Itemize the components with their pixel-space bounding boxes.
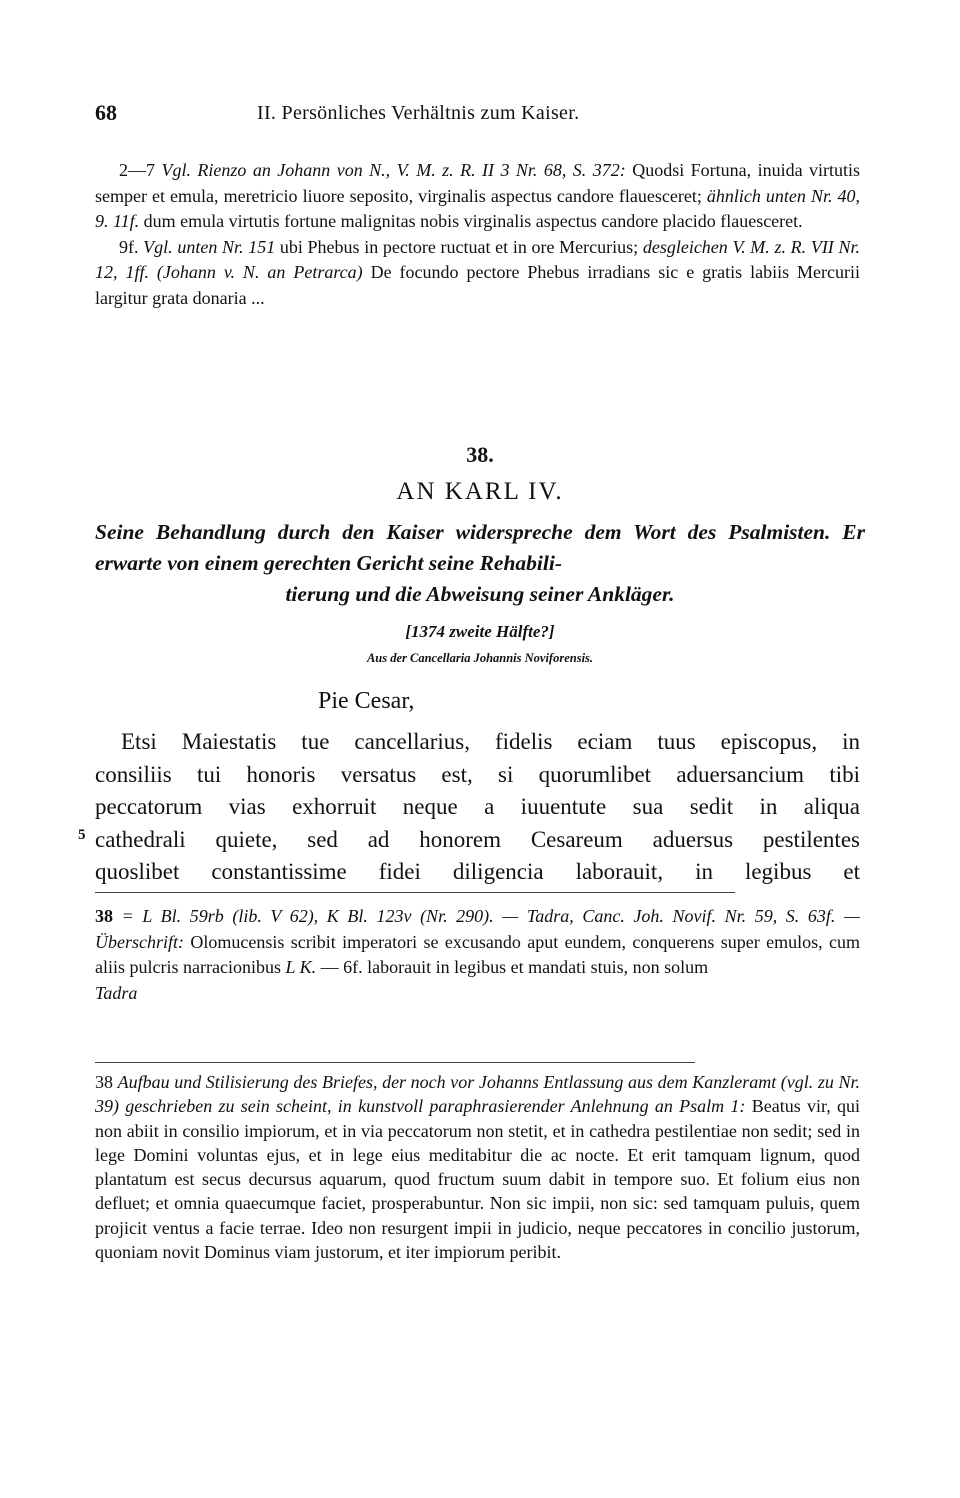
commentary-entry: [95, 1070, 860, 1264]
body-line: Etsi Maiestatis tue cancellarius, fidelis eciam tuus episcopus, in: [121, 729, 860, 754]
letter-date: [1374 zweite Hälfte?]: [405, 622, 555, 641]
note-citation: Vgl. Rienzo an Johann von N., V. M. z. R. II 3 Nr. 68, S. 372:: [161, 160, 626, 180]
note-citation: ähnlich unten Nr. 40, 9. 11f.: [95, 185, 860, 232]
summary-text: Seine Behandlung durch den Kaiser widerspreche dem Wort des Psalmisten. Er erwarte von einem gerechten Gericht seine Rehabili-: [95, 520, 865, 575]
line-number-marker: 5: [78, 827, 86, 843]
apparatus-ref: 38: [95, 906, 113, 926]
top-footnotes: [95, 158, 860, 312]
page-number: 68: [95, 100, 117, 125]
note-quote: Quodsi Fortuna, inuida virtutis semper et emula, meretricio liuore seposito, virginalis aspectus candore flauesceret;: [95, 160, 861, 206]
note-citation: desgleichen V. M. z. R. VII Nr. 12, 1ff. (Johann v. N. an Petrarca): [95, 236, 860, 283]
note-citation: Vgl. unten Nr. 151: [143, 236, 276, 257]
letter-body: [95, 726, 860, 889]
note-quote: dum emula virtutis fortune malignitas nobis virginalis aspectus candore placido flauesceret.: [143, 211, 803, 232]
commentary-quote: Beatus vir, qui non abiit in consilio impiorum, et in via peccatorum non stetit, et in cathedra pestilentiae non sedit; sed in lege Domini voluntas ejus, et in lege eius meditabitur die ac nocte. Et erit tamquam lignum, quod plantatum est secus decursus aquarum, quod fructum suum dabit in tempore suo. Et folium eius non defluet; et omnia quaecumque faciet, prosperabuntur. Non sic impii, non sic: sed tamquam puluis, quem projicit ventus a facie terrae. Ideo non resurgent impii in judicio, neque peccatores in concilio justorum, quoniam novit Dominus viam justorum, et iter impiorum peribit.: [95, 1096, 861, 1263]
note-ref: 9f.: [119, 236, 139, 257]
apparatus-divider: [95, 892, 735, 893]
note-quote: De focundo pectore Phebus irradians sic e gratis labiis Mercurii largitur grata donaria ...: [95, 262, 861, 308]
apparatus-sigla: Tadra: [95, 983, 138, 1004]
body-line: consiliis tui honoris versatus est, si quorumlibet aduersancium tibi: [95, 761, 860, 787]
body-line: quoslibet constantissime fidei diligencia laborauit, in legibus et: [95, 859, 860, 885]
letter-source: Aus der Cancellaria Johannis Noviforensis.: [366, 651, 594, 665]
note-quote: ubi Phebus in pectore ructuat et in ore Mercurius;: [279, 236, 639, 257]
body-line: peccatorum vias exhorruit neque a iuuentute sua sedit in aliqua: [95, 794, 860, 820]
critical-apparatus: [95, 904, 860, 1007]
apparatus-text: — 6f. laborauit in legibus et mandati stuis, non solum: [320, 957, 709, 978]
note-ref: 2—7: [119, 160, 155, 180]
commentary: [95, 1070, 860, 1264]
letter-summary: [95, 517, 865, 610]
commentary-divider: [95, 1062, 695, 1063]
running-head: II. Persönliches Verhältnis zum Kaiser.: [257, 102, 580, 124]
note-9f: [95, 235, 860, 312]
letter-title: AN KARL IV.: [396, 478, 564, 505]
commentary-ref: 38: [95, 1072, 113, 1092]
apparatus-text: Olomucensis scribit imperatori se excusando aput eundem, conquerens super emulos, cum aliis pulcris narracionibus: [95, 931, 860, 978]
letter-number: 38.: [466, 442, 494, 467]
apparatus-entry: [95, 904, 860, 1007]
apparatus-sigla: = L Bl. 59rb (lib. V 62), K Bl. 123v (Nr. 290). — Tadra, Canc. Joh. Novif. Nr. 59, S. 63f. — Überschrift:: [95, 906, 861, 952]
salutation: Pie Cesar,: [318, 688, 415, 714]
summary-last-line: tierung und die Abweisung seiner Ankläger.: [285, 582, 675, 606]
body-line: cathedrali quiete, sed ad honorem Cesareum aduersus pestilentes: [95, 826, 860, 852]
commentary-intro: Aufbau und Stilisierung des Briefes, der noch vor Johanns Entlassung aus dem Kanzleramt (vgl. zu Nr. 39) geschrieben zu sein scheint, in kunstvoll paraphrasierender Anlehnung an Psalm 1:: [95, 1072, 861, 1117]
page-header: [95, 100, 865, 130]
apparatus-sigla: L K.: [285, 957, 317, 978]
note-2-7: [95, 158, 860, 235]
